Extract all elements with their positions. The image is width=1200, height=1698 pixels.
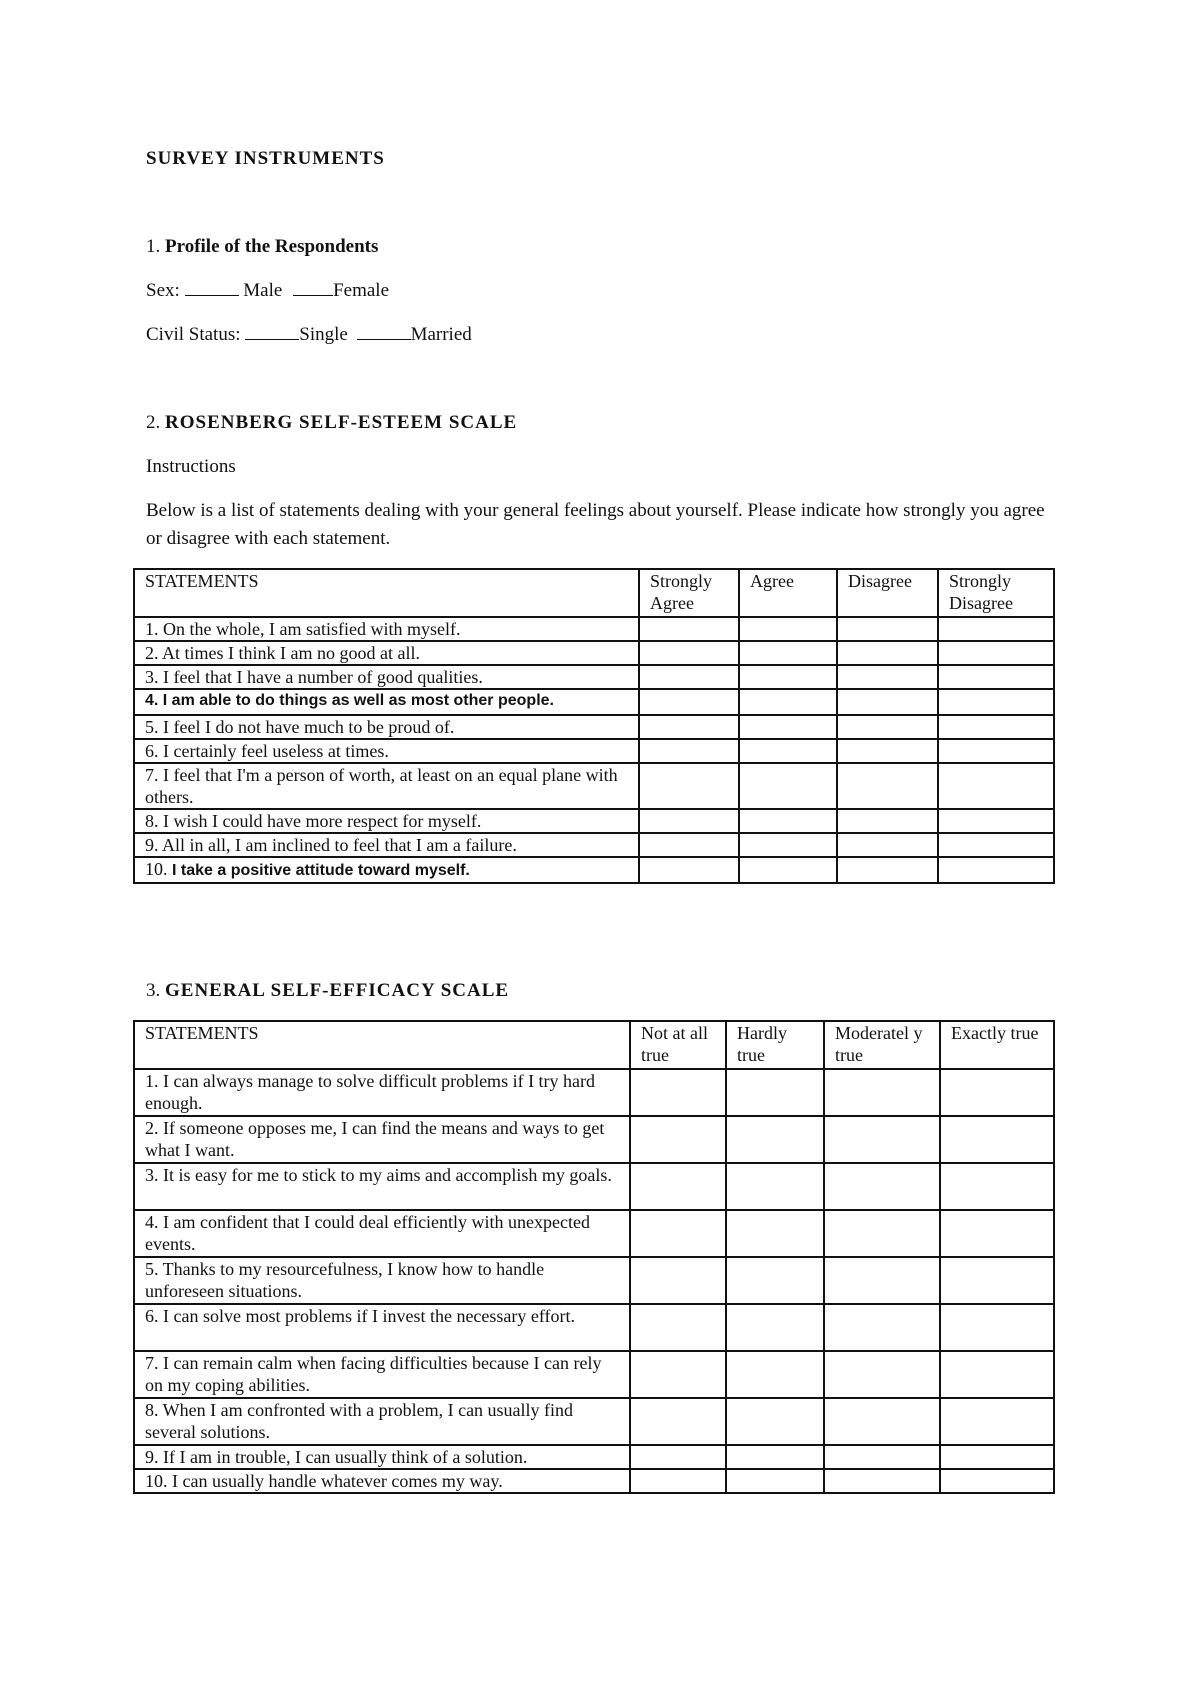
- response-cell[interactable]: [940, 1398, 1054, 1445]
- statement-cell: 10. I can usually handle whatever comes my way.: [134, 1469, 630, 1493]
- response-cell[interactable]: [837, 833, 938, 857]
- statement-cell: 4. I am confident that I could deal efficiently with unexpected events.: [134, 1210, 630, 1257]
- column-header: Exactly true: [940, 1021, 1054, 1069]
- efficacy-heading: [146, 977, 509, 1005]
- efficacy-number: 3.: [146, 980, 161, 1001]
- table-row: [134, 665, 1054, 689]
- profile-number: 1.: [146, 236, 161, 257]
- response-cell[interactable]: [726, 1351, 824, 1398]
- statement-cell: 8. I wish I could have more respect for myself.: [134, 809, 639, 833]
- response-cell[interactable]: [630, 1445, 726, 1469]
- response-cell[interactable]: [824, 1469, 940, 1493]
- response-cell[interactable]: [837, 689, 938, 715]
- column-header: Agree: [739, 569, 837, 617]
- statement-cell: 7. I can remain calm when facing difficulties because I can rely on my coping abilities.: [134, 1351, 630, 1398]
- response-cell[interactable]: [739, 665, 837, 689]
- response-cell[interactable]: [837, 617, 938, 641]
- response-cell[interactable]: [726, 1304, 824, 1351]
- response-cell[interactable]: [938, 665, 1054, 689]
- response-cell[interactable]: [726, 1398, 824, 1445]
- table-row: [134, 763, 1054, 809]
- document-title: SURVEY INSTRUMENTS: [146, 148, 385, 169]
- civil-single-label: Single: [299, 324, 348, 345]
- response-cell[interactable]: [726, 1257, 824, 1304]
- column-header: Not at all true: [630, 1021, 726, 1069]
- statement-cell: 6. I certainly feel useless at times.: [134, 739, 639, 763]
- table-row: [134, 809, 1054, 833]
- column-header: Strongly Agree: [639, 569, 739, 617]
- response-cell[interactable]: [837, 763, 938, 809]
- response-cell[interactable]: [824, 1304, 940, 1351]
- response-cell[interactable]: [630, 1257, 726, 1304]
- response-cell[interactable]: [837, 641, 938, 665]
- efficacy-heading-text: GENERAL SELF-EFFICACY SCALE: [165, 980, 510, 1001]
- statement-cell: 9. If I am in trouble, I can usually think of a solution.: [134, 1445, 630, 1469]
- statement-cell: 3. It is easy for me to stick to my aims and accomplish my goals.: [134, 1163, 630, 1210]
- statement-cell: 2. If someone opposes me, I can find the means and ways to get what I want.: [134, 1116, 630, 1163]
- statement-cell: 1. On the whole, I am satisfied with myself.: [134, 617, 639, 641]
- response-cell[interactable]: [639, 689, 739, 715]
- efficacy-table: [133, 1020, 1055, 1494]
- response-cell[interactable]: [726, 1469, 824, 1493]
- response-cell[interactable]: [940, 1163, 1054, 1210]
- table-row: [134, 1163, 1054, 1210]
- table-row: [134, 857, 1054, 883]
- response-cell[interactable]: [940, 1469, 1054, 1493]
- statement-bold-text: I take a positive attitude toward myself.: [172, 862, 470, 879]
- response-cell[interactable]: [739, 857, 837, 883]
- statement-cell: 5. I feel I do not have much to be proud of.: [134, 715, 639, 739]
- rosenberg-table: [133, 568, 1055, 884]
- response-cell[interactable]: [739, 617, 837, 641]
- response-cell[interactable]: [824, 1163, 940, 1210]
- response-cell[interactable]: [938, 715, 1054, 739]
- statement-cell: [134, 857, 639, 883]
- civil-married-blank[interactable]: [357, 322, 411, 340]
- sex-field: [146, 277, 389, 305]
- table-row: [134, 1469, 1054, 1493]
- response-cell[interactable]: [630, 1469, 726, 1493]
- response-cell[interactable]: [824, 1257, 940, 1304]
- table-row: [134, 833, 1054, 857]
- response-cell[interactable]: [630, 1069, 726, 1116]
- response-cell[interactable]: [739, 739, 837, 763]
- sex-male-blank[interactable]: [185, 278, 239, 296]
- statement-cell: 7. I feel that I'm a person of worth, at least on an equal plane with others.: [134, 763, 639, 809]
- response-cell[interactable]: [639, 763, 739, 809]
- response-cell[interactable]: [726, 1445, 824, 1469]
- response-cell[interactable]: [938, 857, 1054, 883]
- response-cell[interactable]: [726, 1163, 824, 1210]
- response-cell[interactable]: [639, 641, 739, 665]
- response-cell[interactable]: [824, 1351, 940, 1398]
- column-header: Moderatel y true: [824, 1021, 940, 1069]
- response-cell[interactable]: [630, 1163, 726, 1210]
- response-cell[interactable]: [938, 617, 1054, 641]
- column-header: Strongly Disagree: [938, 569, 1054, 617]
- statement-cell: 8. When I am confronted with a problem, I can usually find several solutions.: [134, 1398, 630, 1445]
- response-cell[interactable]: [940, 1445, 1054, 1469]
- response-cell[interactable]: [938, 763, 1054, 809]
- response-cell[interactable]: [824, 1210, 940, 1257]
- sex-female-label: Female: [333, 280, 390, 301]
- response-cell[interactable]: [837, 857, 938, 883]
- response-cell[interactable]: [837, 809, 938, 833]
- table-row: [134, 641, 1054, 665]
- table-header-row: [134, 569, 1054, 617]
- table-row: [134, 1257, 1054, 1304]
- response-cell[interactable]: [940, 1116, 1054, 1163]
- response-cell[interactable]: [824, 1116, 940, 1163]
- statement-cell: 5. Thanks to my resourcefulness, I know how to handle unforeseen situations.: [134, 1257, 630, 1304]
- statement-cell: 4. I am able to do things as well as most other people.: [134, 689, 639, 715]
- sex-female-blank[interactable]: [293, 278, 333, 296]
- response-cell[interactable]: [726, 1069, 824, 1116]
- table-row: [134, 1210, 1054, 1257]
- instructions-label: Instructions: [146, 456, 236, 477]
- table-row: [134, 1351, 1054, 1398]
- statement-number: 10.: [145, 859, 168, 879]
- response-cell[interactable]: [639, 857, 739, 883]
- table-row: [134, 689, 1054, 715]
- profile-heading: [146, 233, 378, 261]
- response-cell[interactable]: [639, 665, 739, 689]
- statement-cell: 3. I feel that I have a number of good qualities.: [134, 665, 639, 689]
- response-cell[interactable]: [837, 739, 938, 763]
- sex-male-label: Male: [243, 280, 283, 301]
- response-cell[interactable]: [739, 689, 837, 715]
- profile-heading-text: Profile of the Respondents: [165, 236, 379, 257]
- table-row: [134, 715, 1054, 739]
- response-cell[interactable]: [940, 1210, 1054, 1257]
- response-cell[interactable]: [837, 715, 938, 739]
- response-cell[interactable]: [837, 665, 938, 689]
- response-cell[interactable]: [938, 739, 1054, 763]
- table-row: [134, 1398, 1054, 1445]
- table-row: [134, 1069, 1054, 1116]
- response-cell[interactable]: [739, 763, 837, 809]
- response-cell[interactable]: [630, 1304, 726, 1351]
- response-cell[interactable]: [639, 617, 739, 641]
- response-cell[interactable]: [630, 1398, 726, 1445]
- civil-single-blank[interactable]: [245, 322, 299, 340]
- response-cell[interactable]: [938, 833, 1054, 857]
- rosenberg-heading-text: ROSENBERG SELF-ESTEEM SCALE: [165, 412, 518, 433]
- table-row: [134, 739, 1054, 763]
- civil-status-label: Civil Status:: [146, 324, 241, 345]
- response-cell[interactable]: [630, 1351, 726, 1398]
- sex-label: Sex:: [146, 280, 180, 301]
- response-cell[interactable]: [639, 833, 739, 857]
- response-cell[interactable]: [639, 739, 739, 763]
- response-cell[interactable]: [630, 1210, 726, 1257]
- civil-married-label: Married: [410, 324, 472, 345]
- response-cell[interactable]: [824, 1398, 940, 1445]
- table-row: [134, 1445, 1054, 1469]
- column-header: Disagree: [837, 569, 938, 617]
- statement-cell: 2. At times I think I am no good at all.: [134, 641, 639, 665]
- rosenberg-heading: [146, 409, 517, 437]
- response-cell[interactable]: [940, 1257, 1054, 1304]
- civil-status-field: [146, 321, 472, 349]
- table-header-row: [134, 1021, 1054, 1069]
- response-cell[interactable]: [639, 715, 739, 739]
- response-cell[interactable]: [824, 1069, 940, 1116]
- response-cell[interactable]: [739, 715, 837, 739]
- response-cell[interactable]: [938, 689, 1054, 715]
- response-cell[interactable]: [938, 641, 1054, 665]
- response-cell[interactable]: [639, 809, 739, 833]
- response-cell[interactable]: [726, 1116, 824, 1163]
- statement-cell: 9. All in all, I am inclined to feel that I am a failure.: [134, 833, 639, 857]
- column-header: Hardly true: [726, 1021, 824, 1069]
- response-cell[interactable]: [739, 809, 837, 833]
- rosenberg-number: 2.: [146, 412, 161, 433]
- statement-cell: 1. I can always manage to solve difficult problems if I try hard enough.: [134, 1069, 630, 1116]
- response-cell[interactable]: [938, 809, 1054, 833]
- response-cell[interactable]: [824, 1445, 940, 1469]
- response-cell[interactable]: [940, 1069, 1054, 1116]
- response-cell[interactable]: [739, 833, 837, 857]
- table-row: [134, 617, 1054, 641]
- statement-cell: 6. I can solve most problems if I invest the necessary effort.: [134, 1304, 630, 1351]
- response-cell[interactable]: [726, 1210, 824, 1257]
- table-row: [134, 1116, 1054, 1163]
- response-cell[interactable]: [739, 641, 837, 665]
- table-row: [134, 1304, 1054, 1351]
- instructions-text: Below is a list of statements dealing with your general feelings about yourself. Please indicate how strongly you agree or disagree with each statement.: [146, 500, 1045, 549]
- response-cell[interactable]: [630, 1116, 726, 1163]
- response-cell[interactable]: [940, 1351, 1054, 1398]
- response-cell[interactable]: [940, 1304, 1054, 1351]
- column-header: STATEMENTS: [134, 1021, 630, 1069]
- column-header: STATEMENTS: [134, 569, 639, 617]
